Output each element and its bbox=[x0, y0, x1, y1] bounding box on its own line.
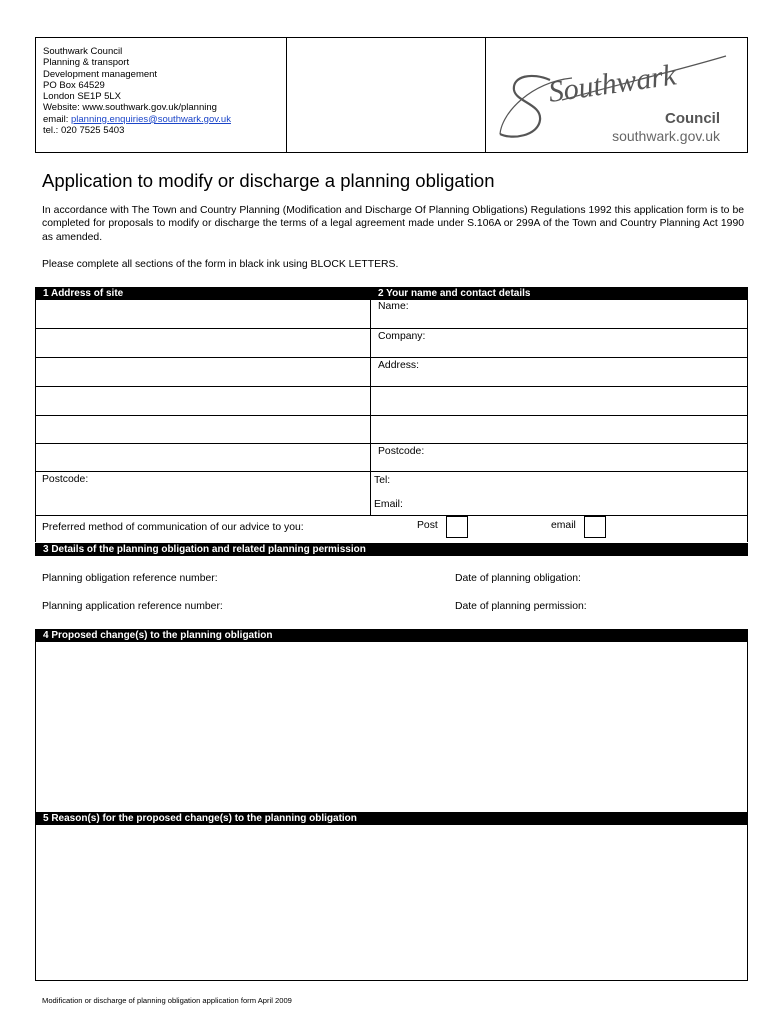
intro-paragraph: In accordance with The Town and Country Planning (Modification and Discharge Of Planning Obligations) Regulations 1992 this application form is to be completed for proposals to modify or discharge the terms of a legal agreement made under S.106A or 299A of the Town and Country Planning Act 1990 as amended. bbox=[42, 205, 744, 243]
post-option-label: Post bbox=[417, 520, 438, 531]
preferred-method-label: Preferred method of communication of our advice to you: bbox=[42, 522, 304, 533]
application-ref-label: Planning application reference number: bbox=[42, 601, 223, 612]
post-checkbox[interactable] bbox=[446, 516, 468, 538]
address-line: Southwark Council bbox=[43, 46, 123, 57]
email-line bbox=[43, 114, 231, 125]
name-field[interactable] bbox=[371, 301, 747, 328]
address-line: London SE1P 5LX bbox=[43, 91, 122, 103]
contact-address-field[interactable] bbox=[371, 358, 747, 442]
company-field[interactable] bbox=[371, 329, 747, 356]
address-line: Planning & transport bbox=[43, 57, 130, 69]
site-address-line-5-field[interactable] bbox=[36, 416, 369, 442]
header-divider bbox=[286, 38, 287, 152]
email-link[interactable]: planning.enquiries@southwark.gov.uk bbox=[70, 113, 231, 125]
email-label: email: bbox=[43, 113, 69, 125]
email-checkbox[interactable] bbox=[584, 516, 606, 538]
southwark-logo bbox=[492, 42, 744, 150]
permission-date-field[interactable] bbox=[622, 596, 746, 616]
site-address-line-1-field[interactable] bbox=[36, 301, 369, 328]
section4-heading: 4 Proposed change(s) to the planning obligation bbox=[35, 629, 748, 642]
obligation-date-field[interactable] bbox=[616, 568, 746, 588]
form-title: Application to modify or discharge a planning obligation bbox=[42, 170, 495, 191]
obligation-ref-label: Planning obligation reference number: bbox=[42, 573, 218, 584]
email-contact-field[interactable] bbox=[371, 494, 747, 514]
address-label: Address: bbox=[378, 360, 420, 371]
contact-postcode-field[interactable] bbox=[371, 444, 747, 470]
grid-bottom-border bbox=[35, 980, 748, 981]
telephone-line: tel.: 020 7525 5403 bbox=[43, 125, 125, 137]
tel-label: Tel: bbox=[374, 475, 391, 486]
reasons-textarea[interactable] bbox=[36, 826, 747, 980]
tel-field[interactable] bbox=[371, 472, 747, 493]
grid-border bbox=[747, 300, 748, 542]
section3-heading: 3 Details of the planning obligation and related planning permission bbox=[35, 543, 748, 556]
logo-wordmark: Southwark bbox=[546, 58, 679, 109]
name-label: Name: bbox=[378, 301, 409, 312]
site-postcode-field[interactable] bbox=[36, 472, 369, 514]
site-address-line-4-field[interactable] bbox=[36, 387, 369, 414]
application-ref-field[interactable] bbox=[270, 596, 445, 616]
site-address-line-3-field[interactable] bbox=[36, 358, 369, 385]
email-option-label: email bbox=[551, 520, 576, 531]
email-contact-label: Email: bbox=[374, 499, 403, 510]
row-line bbox=[35, 515, 748, 516]
section1-heading: 1 Address of site bbox=[43, 288, 124, 299]
site-address-line-2-field[interactable] bbox=[36, 329, 369, 356]
company-label: Company: bbox=[378, 331, 426, 342]
logo-council-text: Council bbox=[665, 110, 720, 127]
obligation-ref-field[interactable] bbox=[265, 568, 445, 588]
section2-heading: 2 Your name and contact details bbox=[378, 288, 531, 299]
header-box bbox=[35, 37, 748, 153]
permission-date-label: Date of planning permission: bbox=[455, 601, 587, 612]
site-postcode-label: Postcode: bbox=[42, 474, 89, 485]
header-divider bbox=[485, 38, 486, 152]
footer-text: Modification or discharge of planning obligation application form April 2009 bbox=[42, 996, 292, 1005]
council-address bbox=[43, 46, 231, 136]
site-address-line-6-field[interactable] bbox=[36, 444, 369, 470]
address-line: PO Box 64529 bbox=[43, 79, 105, 91]
proposed-changes-textarea[interactable] bbox=[36, 643, 747, 811]
address-line: Website: www.southwark.gov.uk/planning bbox=[43, 102, 217, 114]
instruction-text: Please complete all sections of the form in black ink using BLOCK LETTERS. bbox=[42, 259, 399, 270]
section5-heading: 5 Reason(s) for the proposed change(s) to the planning obligation bbox=[35, 812, 748, 825]
logo-url-text: southwark.gov.uk bbox=[612, 128, 720, 144]
obligation-date-label: Date of planning obligation: bbox=[455, 573, 581, 584]
address-line: Development management bbox=[43, 68, 158, 80]
contact-postcode-label: Postcode: bbox=[378, 446, 425, 457]
